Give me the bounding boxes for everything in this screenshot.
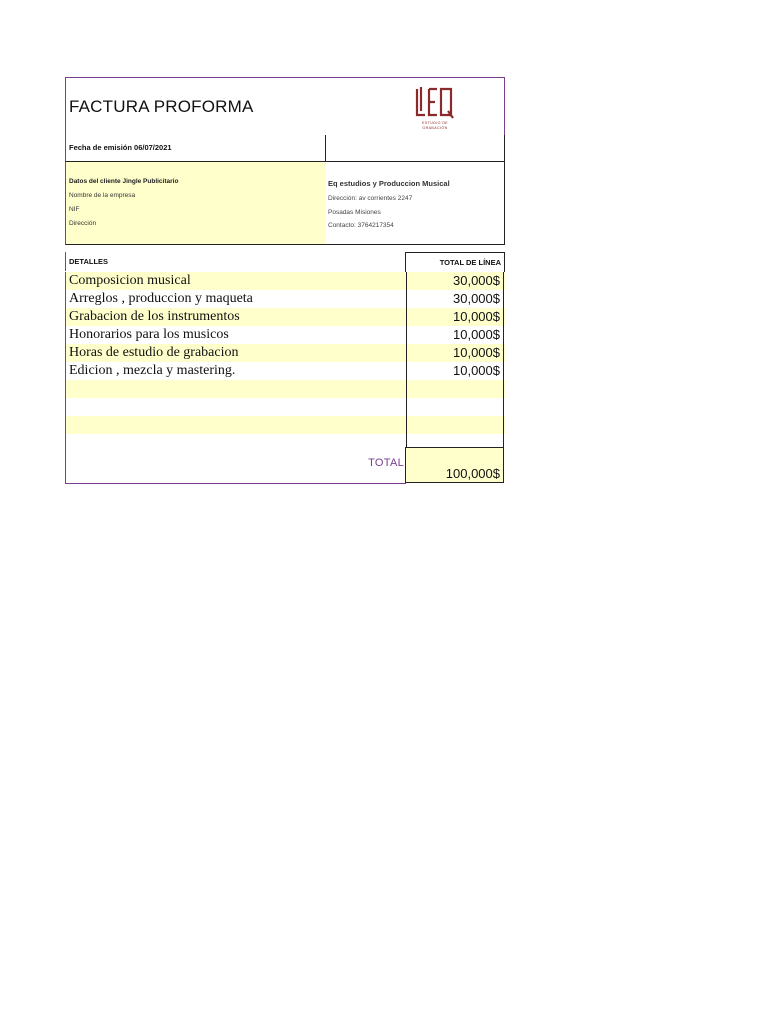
line-description: Grabacion de los instrumentos [69, 309, 240, 324]
total-label: TOTAL [368, 457, 404, 469]
invoice-title: FACTURA PROFORMA [69, 97, 254, 116]
line-amount: 10,000$ [453, 327, 500, 342]
line-item [65, 398, 505, 416]
invoice-header [65, 77, 505, 136]
details-header-label: DETALLES [69, 257, 109, 266]
studio-logo [415, 85, 455, 131]
issuer-name: Eq estudios y Produccion Musical [328, 179, 450, 188]
line-amount: 10,000$ [453, 309, 500, 324]
client-heading: Datos del cliente Jingle Publicitario [69, 178, 179, 185]
issuer-address: Dirección: av corrientes 2247 [328, 195, 413, 202]
nif-label: NIF [69, 206, 80, 213]
line-item [65, 272, 505, 290]
line-item [65, 416, 505, 434]
client-info [65, 162, 327, 245]
total-label-cell [65, 447, 406, 484]
issuer-contact: Contacto: 3764217354 [328, 222, 394, 229]
line-amount: 30,000$ [453, 291, 500, 306]
line-amount: 10,000$ [453, 345, 500, 360]
line-total-header-label: TOTAL DE LÍNEA [439, 258, 501, 267]
invoice-sheet [65, 77, 505, 483]
logo-mark-icon [415, 85, 455, 121]
total-value: 100,000$ [445, 466, 500, 481]
logo-subtitle: ESTUDIO DE GRABACIÓN [422, 121, 448, 130]
company-name-label: Nombre de la empresa [69, 192, 136, 199]
line-item [65, 326, 505, 344]
total-value-cell [405, 447, 504, 483]
details-header [65, 252, 406, 271]
line-description: Composicion musical [69, 273, 191, 288]
line-item [65, 362, 505, 380]
address-label: Dirección [69, 220, 97, 227]
line-description: Honorarios para los musicos [69, 327, 229, 342]
line-description: Edicion , mezcla y mastering. [69, 363, 236, 378]
line-item [65, 308, 505, 326]
line-amount: 10,000$ [453, 363, 500, 378]
line-item [65, 344, 505, 362]
issue-date: Fecha de emisión 06/07/2021 [69, 143, 172, 152]
divider [325, 135, 326, 161]
issuer-city: Posadas Misiones [328, 209, 381, 216]
line-amount: 30,000$ [453, 273, 500, 288]
line-description: Horas de estudio de grabacion [69, 345, 239, 360]
line-item [65, 290, 505, 308]
line-item [65, 380, 505, 398]
issuer-info [326, 162, 505, 245]
issue-date-row [65, 135, 505, 162]
line-total-header [405, 252, 505, 273]
line-description: Arreglos , produccion y maqueta [69, 291, 253, 306]
line-items [65, 272, 505, 452]
